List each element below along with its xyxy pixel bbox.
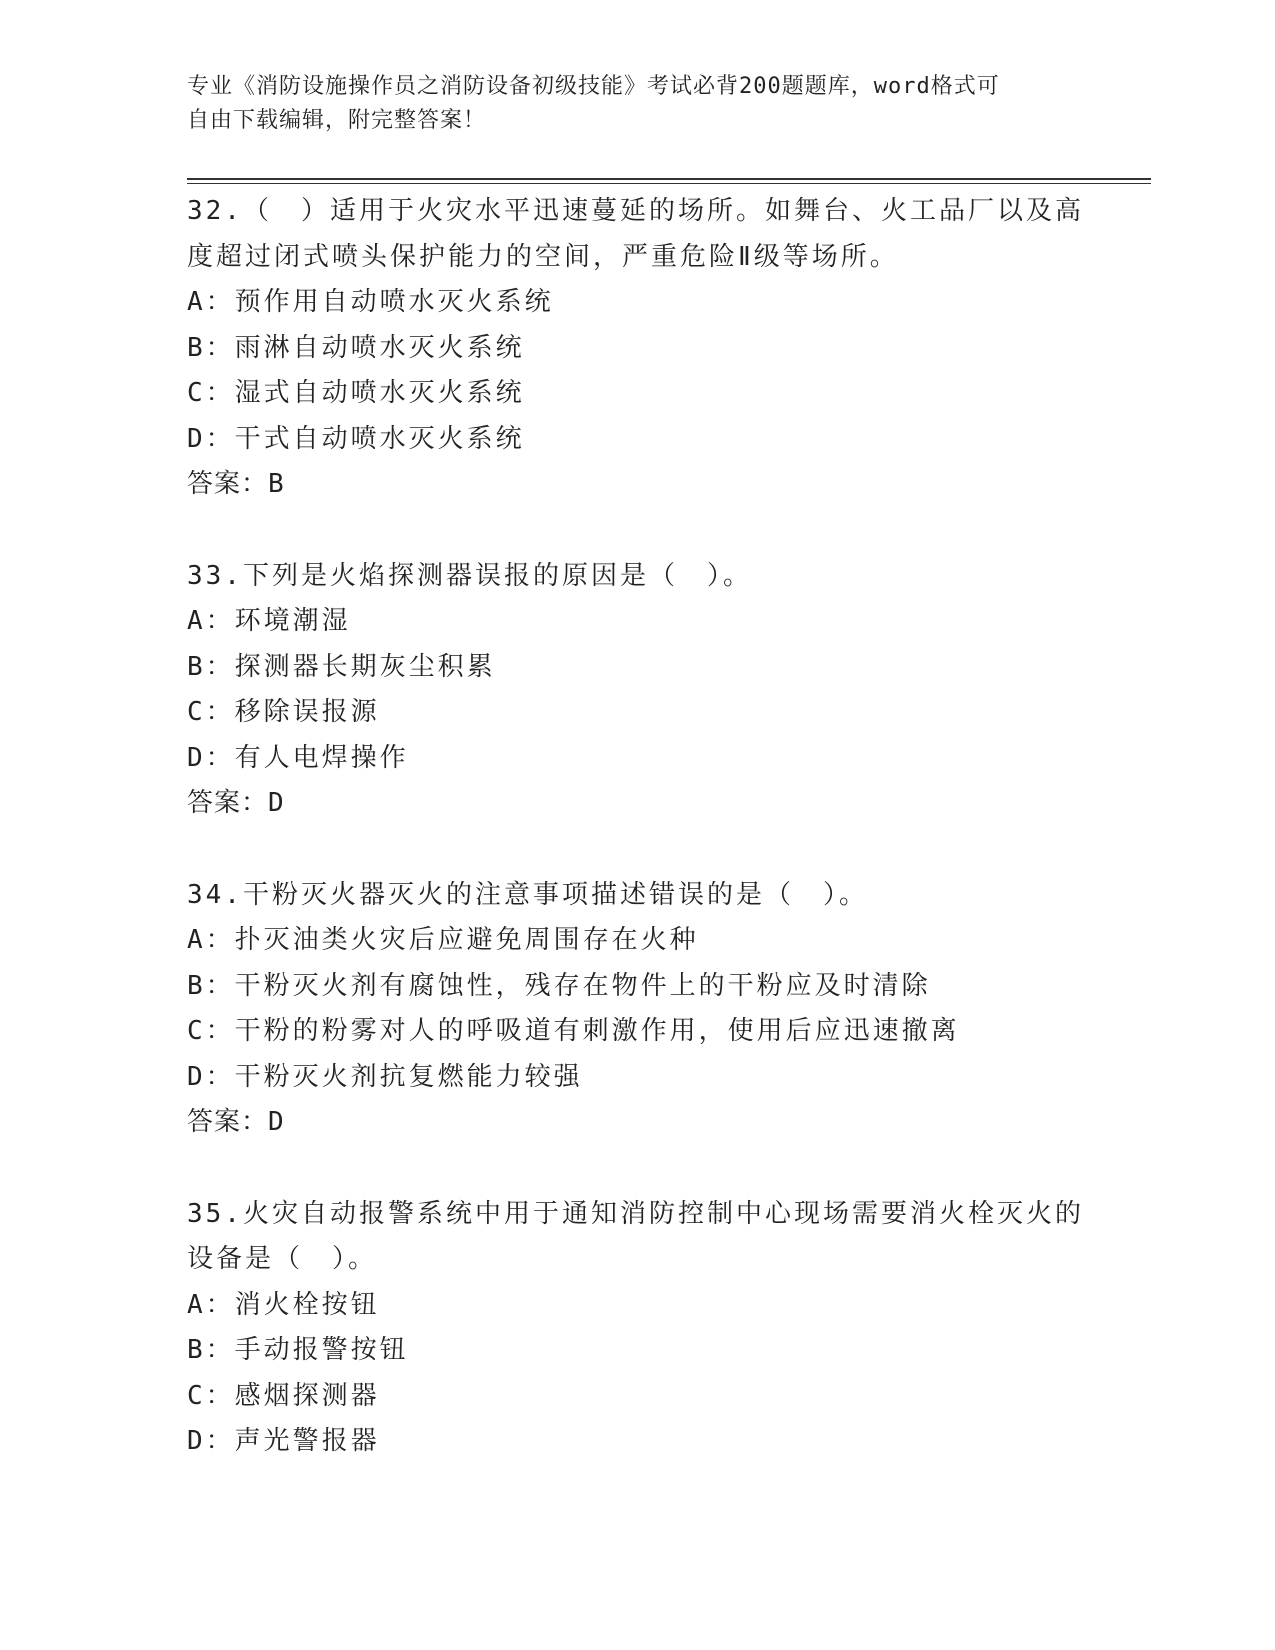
option-d: D：干粉灭火剂抗复燃能力较强 [187, 1061, 583, 1092]
header-line-2: 自由下载编辑，附完整答案！ [187, 108, 487, 133]
answer: 答案：B [187, 469, 285, 499]
option-c: C：干粉的粉雾对人的呼吸道有刺激作用，使用后应迅速撤离 [187, 1016, 960, 1046]
option-a: A：环境潮湿 [187, 606, 351, 636]
option-a: A：预作用自动喷水灭火系统 [187, 287, 554, 317]
option-c: C：移除误报源 [187, 697, 380, 727]
question-stem: 度超过闭式喷头保护能力的空间，严重危险Ⅱ级等场所。 [187, 241, 899, 272]
header-divider-thick [187, 178, 1151, 180]
option-c: C：湿式自动喷水灭火系统 [187, 378, 525, 408]
option-d: D：声光警报器 [187, 1426, 380, 1456]
option-d: D：有人电焊操作 [187, 742, 409, 773]
option-b: B：雨淋自动喷水灭火系统 [187, 332, 525, 363]
question-stem: 33.下列是火焰探测器误报的原因是（ ）。 [187, 560, 752, 591]
question-35 [187, 1192, 1087, 1465]
question-stem: 35.火灾自动报警系统中用于通知消防控制中心现场需要消火栓灭火的 [187, 1198, 1084, 1229]
option-d: D：干式自动喷水灭火系统 [187, 423, 525, 454]
question-stem: 设备是（ ）。 [187, 1244, 378, 1274]
header-divider-thin [187, 183, 1151, 184]
header-line-1: 专业《消防设施操作员之消防设备初级技能》考试必背200题题库，word格式可 [187, 74, 1000, 99]
option-b: B：手动报警按钮 [187, 1335, 409, 1365]
question-33 [187, 554, 1087, 827]
option-b: B：探测器长期灰尘积累 [187, 651, 496, 682]
document-header [187, 70, 1067, 138]
answer: 答案：D [187, 1107, 285, 1137]
question-stem: 32.（ ）适用于火灾水平迅速蔓延的场所。如舞台、火工品厂以及高 [187, 196, 1084, 226]
option-c: C：感烟探测器 [187, 1380, 380, 1411]
question-list [187, 189, 1087, 1511]
option-a: A：扑灭油类火灾后应避免周围存在火种 [187, 925, 699, 955]
option-b: B：干粉灭火剂有腐蚀性，残存在物件上的干粉应及时清除 [187, 970, 931, 1001]
question-stem: 34.干粉灭火器灭火的注意事项描述错误的是（ ）。 [187, 879, 868, 910]
answer: 答案：D [187, 788, 285, 818]
question-32 [187, 189, 1087, 508]
question-34 [187, 873, 1087, 1146]
option-a: A：消火栓按钮 [187, 1289, 380, 1320]
